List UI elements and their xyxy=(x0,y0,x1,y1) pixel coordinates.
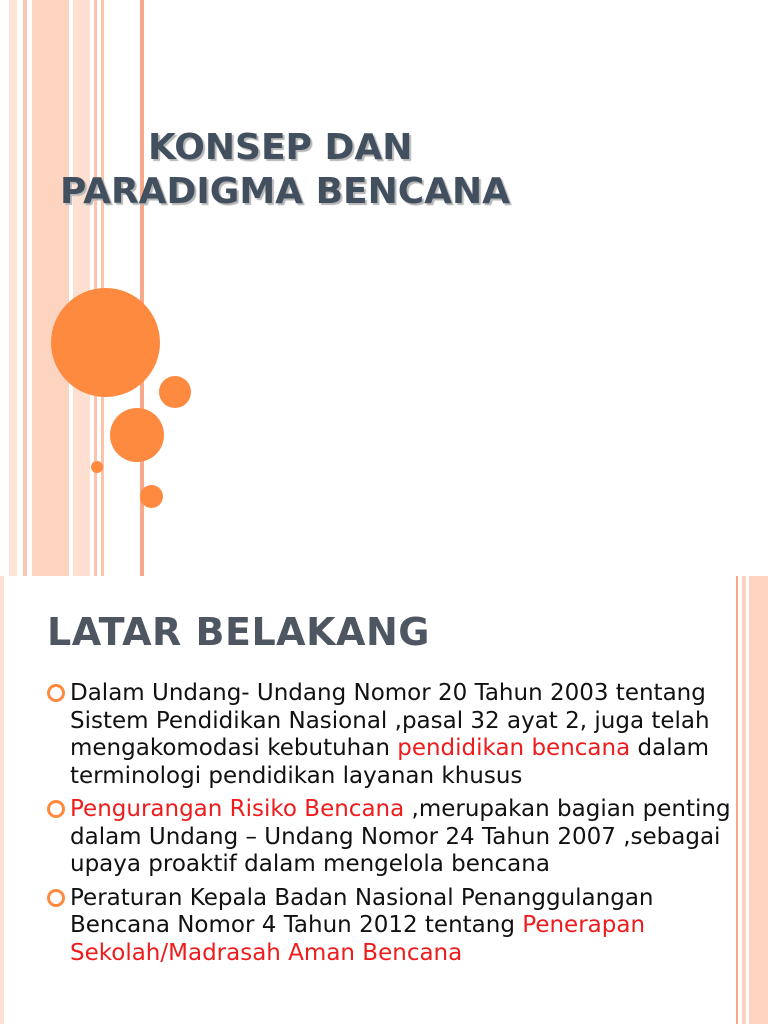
bullet-ring-icon xyxy=(47,889,65,907)
bullet-text: ,merupakan bagian penting dalam Undang – Undang Nomor 24 Tahun 2007 ,sebagai upaya proaktif dalam mengelola bencana xyxy=(70,796,731,877)
slide-title-line-2: PARADIGMA BENCANA xyxy=(60,171,510,212)
bullet-text: Peraturan Kepala Badan Nasional Penanggulangan Bencana Nomor 4 Tahun 2012 tentang xyxy=(70,884,654,938)
decor-circle-medium xyxy=(110,408,164,462)
highlight-text: Pengurangan Risiko Bencana xyxy=(70,796,405,822)
bullet-item xyxy=(47,796,737,879)
decor-circle-small xyxy=(140,485,163,508)
slide-title: LATAR BELAKANG xyxy=(47,610,430,654)
decor-circle-tiny xyxy=(91,461,103,473)
decor-stripe xyxy=(749,576,768,1024)
highlight-text: pendidikan bencana xyxy=(397,735,631,761)
slide-title xyxy=(40,126,600,214)
decor-stripe xyxy=(0,576,4,1024)
bullet-ring-icon xyxy=(47,684,65,702)
bullet-list xyxy=(47,680,737,973)
bullet-item xyxy=(47,680,737,790)
bullet-text: dalam terminologi pendidikan layanan khusus xyxy=(70,735,710,789)
content-slide xyxy=(0,576,768,1024)
slide-title-line-1: KONSEP DAN xyxy=(148,127,413,168)
decor-stripe xyxy=(32,0,69,576)
bullet-ring-icon xyxy=(47,800,65,818)
decor-stripe xyxy=(73,0,90,576)
decor-circle-small xyxy=(159,376,191,408)
decor-stripe xyxy=(23,0,27,576)
bullet-item xyxy=(47,885,737,968)
highlight-text: Penerapan Sekolah/Madrasah Aman Bencana xyxy=(70,912,646,966)
decor-stripe xyxy=(742,576,746,1024)
decor-stripe xyxy=(9,0,17,576)
decor-circle-large xyxy=(51,288,160,397)
bullet-text: Dalam Undang- Undang Nomor 20 Tahun 2003 tentang Sistem Pendidikan Nasional ,pasal 32 ayat 2, juga telah mengakomodasi kebutuhan xyxy=(70,680,710,761)
